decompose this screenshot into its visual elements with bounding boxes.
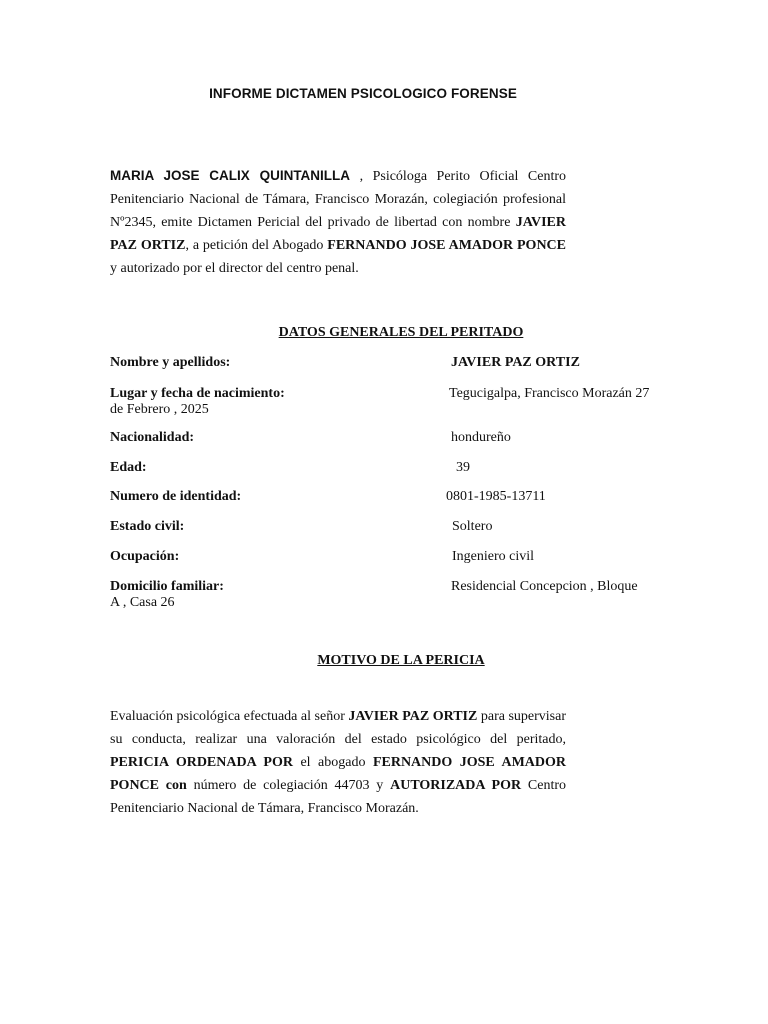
lawyer-name: FERNANDO JOSE AMADOR PONCE con: [110, 755, 567, 793]
field-estado-civil: [110, 519, 670, 535]
field-ocupacion: [110, 549, 670, 565]
field-label: Domicilio familiar:: [110, 579, 224, 594]
field-value-continuation: de Febrero , 2025: [110, 402, 209, 417]
field-value: 39: [456, 460, 470, 475]
intro-text-2: , a petición del Abogado: [185, 238, 328, 253]
field-value: Soltero: [452, 519, 493, 534]
field-value: hondureño: [451, 430, 511, 445]
motivo-text-5: Centro Penitenciario Nacional de Támara, Francisco Morazán.: [110, 778, 566, 816]
field-edad: [110, 460, 670, 476]
subject-name: JAVIER PAZ ORTIZ: [348, 709, 478, 724]
intro-text-3: y autorizado por el director del centro penal.: [110, 261, 359, 276]
motivo-paragraph: [110, 705, 566, 820]
field-value: 0801-1985-13711: [446, 489, 546, 504]
intro-text-1: , Psicóloga Perito Oficial Centro Penitenciario Nacional de Támara, Francisco Morazán, colegiación profesional Nº2345, emite Dictamen Pericial del privado de libertad con nombre: [110, 169, 567, 230]
field-label: Estado civil:: [110, 519, 185, 534]
field-value: JAVIER PAZ ORTIZ: [451, 355, 580, 370]
field-label: Ocupación:: [110, 549, 180, 564]
field-value: Ingeniero civil: [452, 549, 535, 564]
field-label: Nacionalidad:: [110, 430, 195, 445]
expert-name: MARIA JOSE CALIX QUINTANILLA: [110, 168, 351, 183]
field-value: Residencial Concepcion , Bloque: [451, 579, 638, 594]
motivo-text-1: Evaluación psicológica efectuada al señor: [110, 709, 349, 724]
intro-paragraph: [110, 164, 566, 280]
autorizada-por: AUTORIZADA POR: [390, 778, 522, 793]
field-nombre: [110, 355, 670, 371]
field-value-continuation: A , Casa 26: [110, 595, 175, 610]
motivo-text-4: número de colegiación 44703 y: [186, 778, 391, 793]
subject-name: JAVIER PAZ ORTIZ: [110, 215, 566, 253]
motivo-heading: MOTIVO DE LA PERICIA: [317, 653, 485, 668]
datos-heading: DATOS GENERALES DEL PERITADO: [278, 325, 524, 340]
field-lugar-fecha: [110, 386, 670, 418]
motivo-text-3: el abogado: [292, 755, 373, 770]
lawyer-name: FERNANDO JOSE AMADOR PONCE: [327, 238, 567, 253]
document-title: INFORME DICTAMEN PSICOLOGICO FORENSE: [209, 86, 517, 101]
field-label: Numero de identidad:: [110, 489, 242, 504]
field-label: Lugar y fecha de nacimiento:: [110, 386, 285, 401]
ordenada-por: PERICIA ORDENADA POR: [110, 755, 293, 770]
field-value: Tegucigalpa, Francisco Morazán 27: [449, 386, 650, 401]
field-nacionalidad: [110, 430, 670, 446]
motivo-text-2: para supervisar su conducta, realizar una valoración del estado psicológico del peritado,: [110, 709, 567, 747]
field-domicilio: [110, 579, 670, 611]
field-label: Nombre y apellidos:: [110, 355, 231, 370]
field-label: Edad:: [110, 460, 147, 475]
field-identidad: [110, 489, 670, 505]
